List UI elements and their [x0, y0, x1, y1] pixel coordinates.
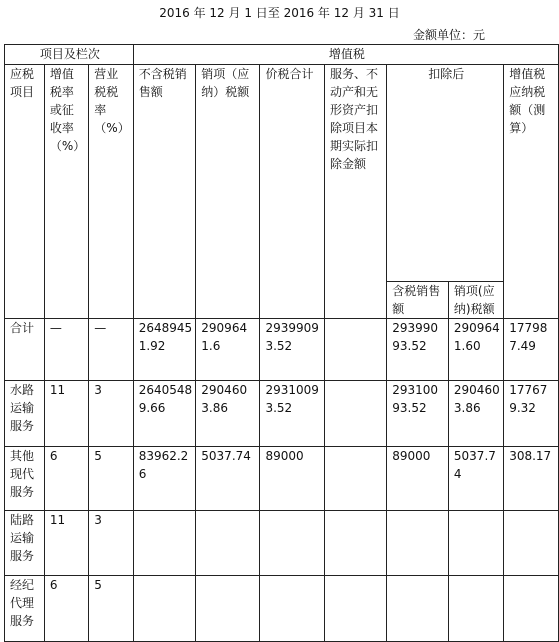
date-range: 2016 年 12 月 1 日至 2016 年 12 月 31 日	[159, 6, 400, 20]
row-excl-sales	[133, 576, 196, 642]
row-payable	[504, 576, 559, 642]
row-output-tax-after: 2904603.86	[448, 381, 503, 447]
row-total: 29399093.52	[260, 319, 324, 381]
row-output-tax-after: 2909641.60	[448, 319, 503, 381]
row-excl-sales: 83962.26	[133, 447, 196, 511]
row-excl-sales	[133, 511, 196, 576]
row-vat-rate: 6	[44, 576, 88, 642]
row-excl-sales: 26405489.66	[133, 381, 196, 447]
row-output-tax-after: 5037.74	[448, 447, 503, 511]
row-incl-sales: 29310093.52	[387, 381, 449, 447]
tax-table-frame	[4, 44, 559, 642]
row-item: 陆路运输服务	[5, 511, 45, 576]
table-row	[5, 511, 559, 576]
row-incl-sales	[387, 511, 449, 576]
header-incl-sales: 含税销售额	[387, 282, 449, 319]
row-deduction	[324, 447, 386, 511]
row-output-tax: 2904603.86	[196, 381, 260, 447]
row-payable: 308.17	[504, 447, 559, 511]
row-deduction	[324, 381, 386, 447]
row-bt-rate: 5	[89, 447, 133, 511]
row-output-tax-after	[448, 511, 503, 576]
row-total	[260, 576, 324, 642]
row-payable	[504, 511, 559, 576]
vat-tax-table	[4, 44, 559, 642]
row-item: 其他现代服务	[5, 447, 45, 511]
row-bt-rate: 5	[89, 576, 133, 642]
header-business-tax-rate: 营业税税率（%）	[89, 65, 133, 319]
table-row	[5, 576, 559, 642]
row-total: 29310093.52	[260, 381, 324, 447]
row-payable: 177987.49	[504, 319, 559, 381]
header-deduction-actual: 服务、不动产和无形资产扣除项目本期实际扣除金额	[324, 65, 386, 319]
row-incl-sales	[387, 576, 449, 642]
row-vat-rate: 11	[44, 511, 88, 576]
row-item: 经纪代理服务	[5, 576, 45, 642]
row-output-tax	[196, 511, 260, 576]
row-output-tax: 2909641.6	[196, 319, 260, 381]
currency-unit: 金额单位：元	[412, 28, 485, 42]
row-item: 水路运输服务	[5, 381, 45, 447]
row-deduction	[324, 319, 386, 381]
header-vat-rate: 增值税率或征收率（%）	[44, 65, 88, 319]
table-row	[5, 381, 559, 447]
row-vat-rate: —	[44, 319, 88, 381]
header-after-deduction: 扣除后	[387, 65, 504, 282]
table-row	[5, 319, 559, 381]
row-bt-rate: 3	[89, 511, 133, 576]
row-output-tax	[196, 576, 260, 642]
row-total	[260, 511, 324, 576]
row-total: 89000	[260, 447, 324, 511]
row-payable: 177679.32	[504, 381, 559, 447]
row-vat-rate: 11	[44, 381, 88, 447]
row-excl-sales: 26489451.92	[133, 319, 196, 381]
row-vat-rate: 6	[44, 447, 88, 511]
row-incl-sales: 29399093.52	[387, 319, 449, 381]
header-output-tax: 销项（应纳）税额	[196, 65, 260, 319]
row-output-tax-after	[448, 576, 503, 642]
row-bt-rate: 3	[89, 381, 133, 447]
row-incl-sales: 89000	[387, 447, 449, 511]
header-output-tax-after: 销项(应纳)税额	[448, 282, 503, 319]
table-row	[5, 447, 559, 511]
header-vat-payable: 增值税应纳税额（测算）	[504, 65, 559, 319]
row-deduction	[324, 511, 386, 576]
header-vat: 增值税	[133, 45, 558, 65]
header-total-price-tax: 价税合计	[260, 65, 324, 319]
row-bt-rate: —	[89, 319, 133, 381]
header-tax-item: 应税项目	[5, 65, 45, 319]
header-excl-sales: 不含税销售额	[133, 65, 196, 319]
row-output-tax: 5037.74	[196, 447, 260, 511]
row-item: 合计	[5, 319, 45, 381]
header-items-cols: 项目及栏次	[5, 45, 134, 65]
row-deduction	[324, 576, 386, 642]
